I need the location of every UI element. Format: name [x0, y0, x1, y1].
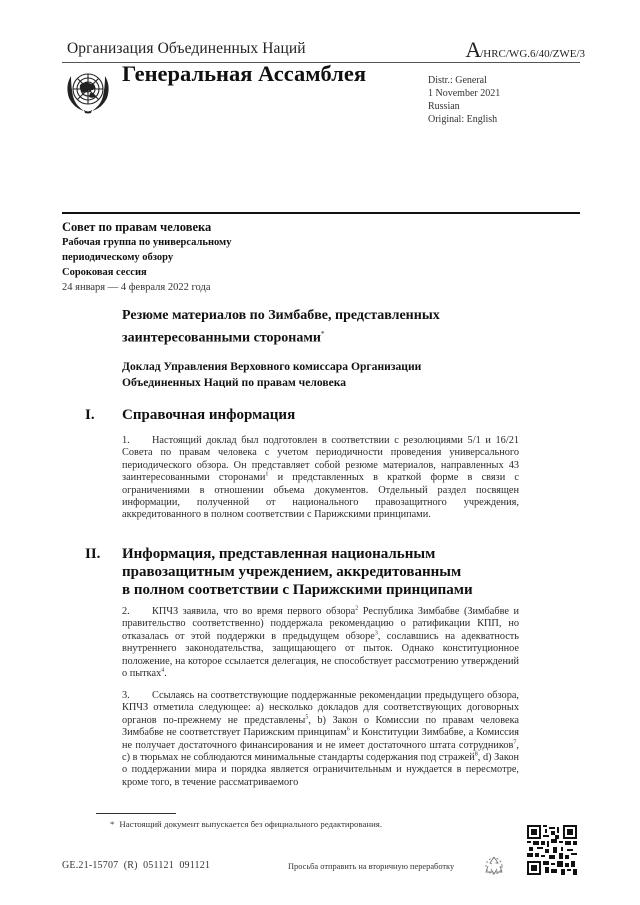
working-group-line1: Рабочая группа по универсальному — [62, 237, 232, 248]
footnote-ref[interactable]: 7 — [513, 739, 517, 746]
original-language: Original: English — [428, 114, 498, 125]
qr-code-icon[interactable] — [527, 825, 577, 875]
paragraph-number: 3. — [122, 690, 130, 701]
council-name: Совет по правам человека — [62, 220, 212, 234]
footnote-ref[interactable]: 1 — [265, 471, 269, 478]
paragraph-text: и Конституции Зимбабве, а Комиссия не получает достаточного финансирования и не имеет достаточного штата сотрудников — [122, 727, 519, 751]
subtitle-line1: Доклад Управления Верховного комиссара Организации — [122, 360, 422, 373]
paragraph-text: , сославшись на адекватность внутреннего законодательства, защищающего от пыток. Однако конституционное положение, на которое ссылается делегация, не способствует рассмотрению утверждений о пытках — [122, 630, 520, 680]
paragraph-1 — [122, 435, 519, 522]
footnote — [110, 819, 382, 829]
footnote-mark: * — [110, 819, 115, 829]
session-name: Сороковая сессия — [62, 267, 147, 278]
distribution-language: Russian — [428, 101, 460, 112]
section-title-line3: в полном соответствии с Парижскими принципами — [122, 582, 473, 598]
paragraph-text: Ссылаясь на соответствующие поддержанные рекомендации предыдущего обзора, КПЧЗ отметила следующее: a) несколько докладов для соответствующих договорных органов по-прежнему не представлены — [122, 690, 519, 726]
section-title-line1: Информация, представленная национальным — [122, 546, 436, 562]
section-number: I. — [85, 407, 95, 423]
paragraph-text: , b) Закон о Комиссии по правам человека Зимбабве не соответствует Парижским принципам — [122, 714, 519, 739]
symbol-prefix: A — [465, 37, 481, 62]
footnote-ref[interactable]: 6 — [346, 726, 350, 733]
recycle-text: Просьба отправить на вторичную переработку — [288, 862, 455, 871]
footnote-text: Настоящий документ выпускается без официального редактирования. — [119, 819, 383, 829]
footnote-ref[interactable]: 5 — [305, 714, 309, 721]
section-title-line2: правозащитным учреждением, аккредитованным — [122, 564, 462, 580]
footnote-ref[interactable]: 3 — [374, 630, 378, 637]
document-title — [122, 307, 440, 348]
section-number: II. — [85, 546, 101, 562]
assembly-title: Генеральная Ассамблея — [122, 61, 367, 86]
organization-name: Организация Объединенных Наций — [67, 40, 306, 57]
title-line1: Резюме материалов по Зимбабве, представленных — [122, 308, 440, 323]
paragraph-text: , d) Закон о поддержании мира и порядка является ограничительным и нуждается в пересмотре, кроме того, в течение рассматриваемого — [122, 752, 519, 788]
job-number: GE.21-15707 (R) 051121 091121 — [62, 860, 211, 871]
footnote-ref[interactable]: 2 — [355, 605, 359, 612]
paragraph-text: Настоящий доклад был подготовлен в соответствии с резолюциями 5/1 и 16/21 Совета по правам человека с учетом периодичности проведения универсального периодического обзора. Он представляет собой резюме материалов, направленных 43 заинтересованными сторонами — [122, 435, 519, 484]
document-subtitle — [122, 359, 421, 391]
footnote-ref[interactable]: 8 — [474, 751, 478, 758]
paragraph-number: 1. — [122, 435, 130, 446]
recycle-icon — [484, 855, 504, 877]
paragraph-3 — [122, 690, 519, 789]
title-line2: заинтересованными сторонами — [122, 330, 321, 346]
symbol-rest: /HRC/WG.6/40/ZWE/3 — [480, 48, 585, 60]
title-footnote-mark[interactable]: * — [320, 330, 325, 338]
distribution-block — [428, 74, 500, 126]
council-block — [62, 220, 231, 295]
section-heading-1 — [85, 406, 525, 426]
distribution-type: Distr.: General — [428, 75, 487, 86]
paragraph-text: и представленных в краткой форме в связи с ограничениями в отношении объема документов. Отдельный раздел посвящен информации, полученной от национального правозащитного учреждения, аккредитованного в полном соответствии с Парижскими принципами. — [122, 472, 519, 521]
footnote-ref[interactable]: 4 — [161, 667, 165, 674]
footnote-rule — [96, 813, 176, 814]
working-group-line2: периодическому обзору — [62, 252, 174, 263]
section-title: Справочная информация — [122, 407, 296, 423]
document-symbol — [465, 37, 585, 63]
section-heading-2 — [85, 545, 525, 605]
paragraph-text: Республика Зимбабве (Зимбабве и правительство соответственно) поддержала рекомендацию о ратификации КПП, но отказалась от этой поддержки в предыдущем обзоре — [122, 606, 519, 642]
paragraph-text: . — [164, 668, 167, 680]
session-dates: 24 января — 4 февраля 2022 года — [62, 282, 211, 293]
paragraph-text: , c) в тюрьмах не соблюдаются минимальные стандарты содержания под стражей — [122, 739, 519, 764]
un-emblem-icon — [60, 64, 116, 118]
paragraph-number: 2. — [122, 606, 130, 617]
paragraph-2 — [122, 606, 519, 680]
masthead-rule — [62, 212, 580, 214]
subtitle-line2: Объединенных Наций по правам человека — [122, 376, 347, 389]
paragraph-text: КПЧЗ заявила, что во время первого обзора — [152, 606, 356, 617]
distribution-date: 1 November 2021 — [428, 88, 501, 99]
